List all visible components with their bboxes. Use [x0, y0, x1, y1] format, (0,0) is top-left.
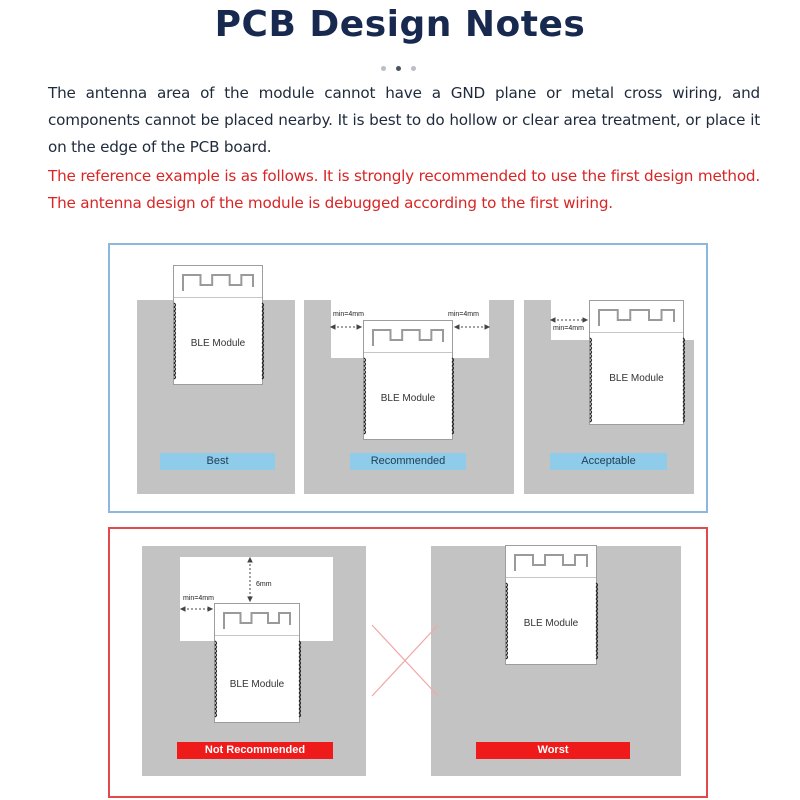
- clearance-dimension: min=4mm: [448, 311, 479, 318]
- antenna-trace: [515, 555, 587, 571]
- module-label: BLE Module: [523, 618, 579, 629]
- page-title: PCB Design Notes: [214, 4, 586, 45]
- castellated-pins: [174, 303, 176, 379]
- dimension-arrows: [181, 318, 587, 611]
- clearance-dimension: min=4mm: [183, 595, 214, 602]
- castellated-pins: [590, 338, 592, 422]
- module-label: BLE Module: [380, 393, 436, 404]
- recommendation-paragraph: The reference example is as follows. It is strongly recommended to use the first design method. The antenna design of the module is debugged according to the first wiring.: [48, 167, 760, 212]
- castellated-pins: [262, 303, 264, 379]
- design-note-paragraph: The antenna area of the module cannot have a GND plane or metal cross wiring, and components cannot be placed nearby. It is best to do hollow or clear area treatment, or place it on the edge of the PCB board.: [48, 84, 760, 156]
- module-label: BLE Module: [609, 373, 664, 384]
- label-acceptable: Acceptable: [550, 453, 667, 470]
- clearance-dimension: min=4mm: [333, 311, 364, 318]
- castellated-pins: [506, 583, 508, 659]
- antenna-trace: [373, 330, 443, 346]
- antenna-trace: [224, 613, 290, 629]
- cross-icon: [372, 625, 438, 696]
- castellated-pins: [299, 641, 301, 717]
- module-label: BLE Module: [190, 338, 246, 349]
- label-not-recommended: Not Recommended: [177, 742, 333, 759]
- castellated-pins: [452, 358, 454, 434]
- clearance-dimension: 6mm: [256, 581, 272, 588]
- castellated-pins: [596, 583, 598, 659]
- antenna-trace: [599, 310, 674, 326]
- label-best: Best: [160, 453, 275, 470]
- castellated-pins: [364, 358, 366, 434]
- label-recommended: Recommended: [350, 453, 466, 470]
- module-label: BLE Module: [229, 679, 285, 690]
- castellated-pins: [215, 641, 217, 717]
- castellated-pins: [683, 338, 685, 422]
- clearance-dimension: min=4mm: [553, 325, 584, 332]
- label-worst: Worst: [476, 742, 630, 759]
- antenna-trace: [183, 275, 253, 291]
